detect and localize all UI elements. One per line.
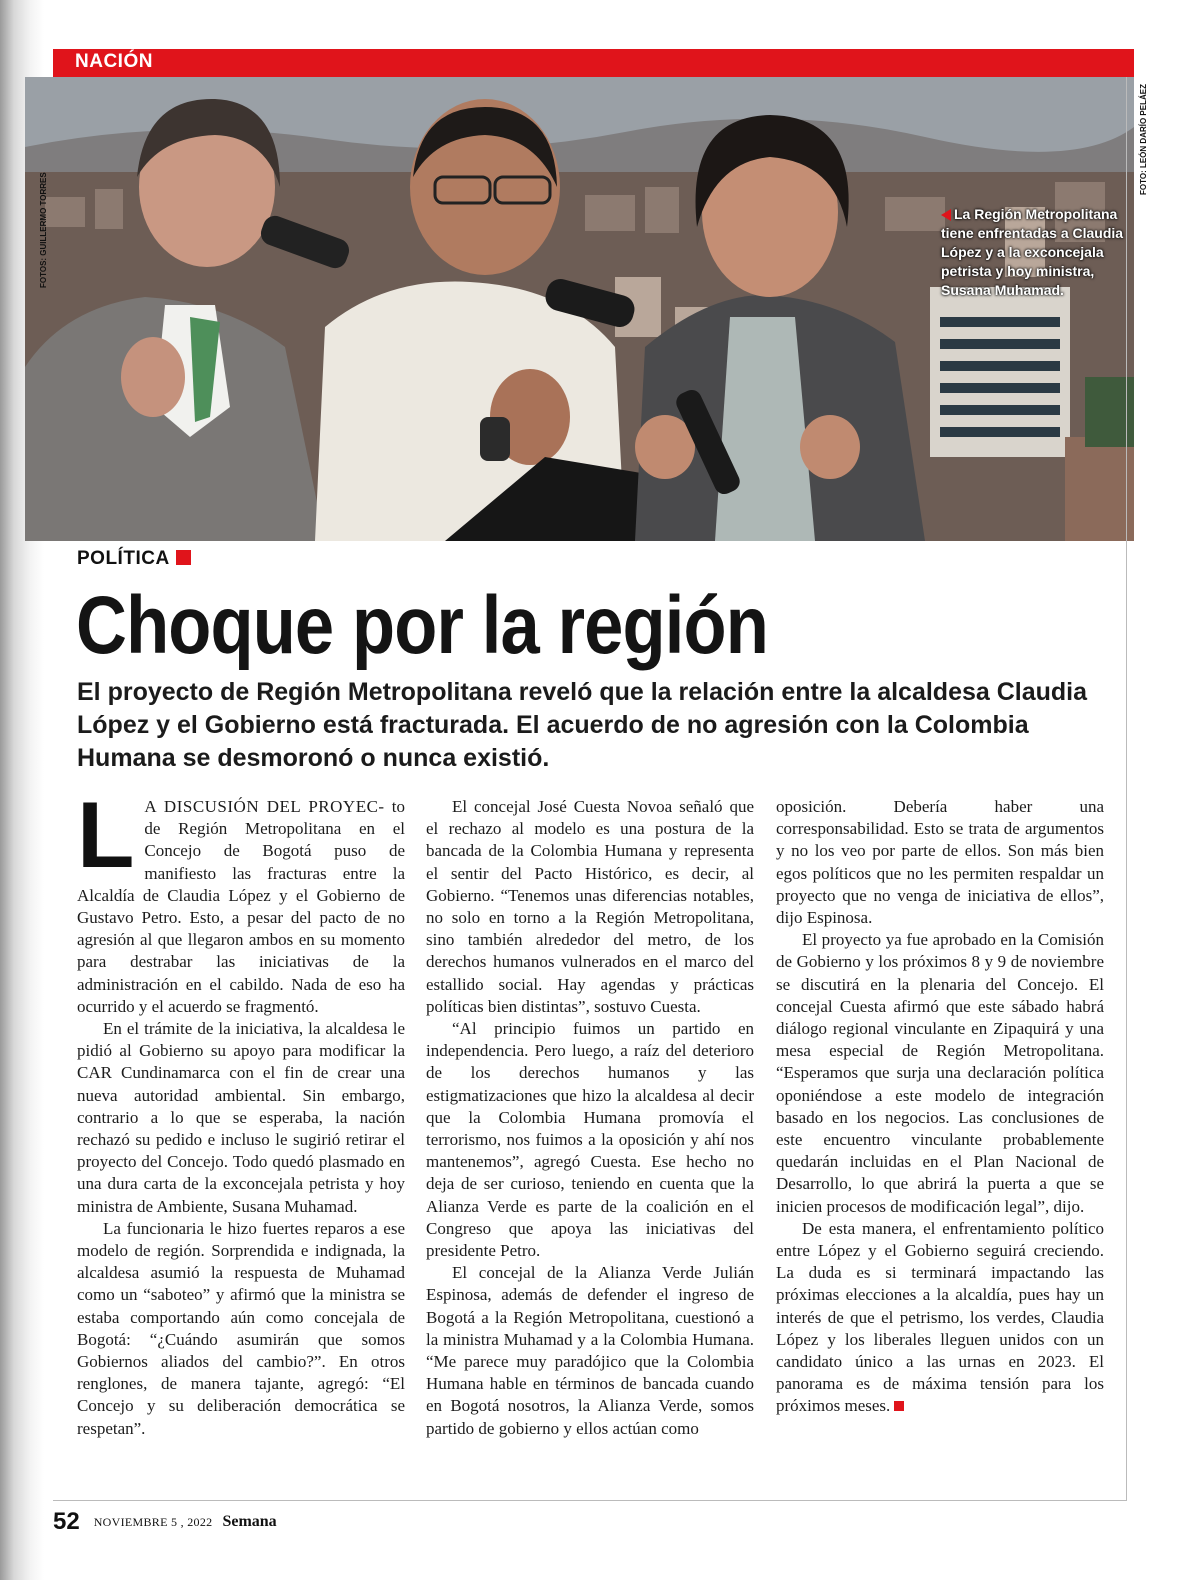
paragraph: El proyecto ya fue aprobado en la Comisión de Gobierno y los próximos 8 y 9 de noviembre se discutirá en la plenaria del Concejo. El concejal Cuesta afirmó que este sábado habrá diálogo regional vinculante en Zipaquirá y una mesa especial de Región Metropolitana. “Esperamos que surja una declaración política oponiéndose a este modelo de integración basado en los negocios. Las conclusiones de este encuentro vinculante probablemente quedarán incluidas en el Plan Nacional de Desarrollo, lo que abrirá la puerta a que se inicien procesos de modificación legal”, dijo. bbox=[776, 930, 1104, 1216]
paragraph: La funcionaria le hizo fuertes reparos a ese modelo de región. Sorprendida e indignada, la alcaldesa asumió la respuesta de Muhamad como un “saboteo” y afirmó que la ministra se estaba comportando aún como concejala de Bogotá: “¿Cuándo asumirán que somos Gobiernos aliados del cambio?”. En otros renglones, de manera tajante, agregó: “El Concejo y su deliberación democrática se respetan”. bbox=[77, 1218, 405, 1438]
kicker-label: POLÍTICA bbox=[77, 548, 170, 569]
section-label: NACIÓN bbox=[75, 51, 153, 72]
paragraph: oposición. Debería haber una corresponsabilidad. Esto se trata de argumentos y no los veo por parte de ellos. Son más bien egos políticos que no les permiten respaldar un proyecto que no venga de iniciativa de ellos”, dijo Espinosa. bbox=[776, 797, 1104, 928]
last-paragraph-text: De esta manera, el enfrentamiento político entre López y el Gobierno seguirá creciendo. La duda es si terminará impactando las próximas elecciones a la alcaldía, pues hay un interés de que el petrismo, los verdes, Claudia López y los liberales lleguen unidos con un candidato único a las urnas en 2023. El panorama es de máxima tensión para los próximos meses. bbox=[776, 1218, 1104, 1416]
photo-caption bbox=[941, 205, 1134, 300]
issue-date: NOVIEMBRE 5 , 2022 bbox=[93, 1514, 213, 1529]
kicker bbox=[77, 548, 191, 570]
end-mark-icon bbox=[894, 1401, 904, 1411]
deck: El proyecto de Región Metropolitana reveló que la relación entre la alcaldesa Claudia López y el Gobierno está fracturada. El acuerdo de no agresión con la Colombia Humana se desmoronó o nunca existió. bbox=[77, 678, 1088, 772]
photo-caption-text: La Región Metropolitana tiene enfrentadas a Claudia López y a la exconcejala petrista y hoy ministra, Susana Muhamad. bbox=[941, 206, 1124, 298]
paragraph: El concejal José Cuesta Novoa señaló que el rechazo al modelo es una postura de la bancada de la Colombia Humana y representa el sentir del Pacto Histórico, es decir, al Gobierno. “Tenemos unas diferencias notables, no solo en torno a la Región Metropolitana, sino también alrededor del metro, de los derechos humanos vulnerados en el marco del estallido social. Hay agendas y prácticas políticas bien distintas”, sostuvo Cuesta. bbox=[426, 797, 754, 1016]
page-footer bbox=[53, 1508, 277, 1536]
caption-arrow-icon bbox=[941, 209, 951, 221]
body-column-3 bbox=[776, 796, 1104, 1418]
paragraph: “Al principio fuimos un partido en independencia. Pero luego, a raíz del deterioro de los derechos humanos y las estigmatizaciones que hizo la alcaldesa al decir que la Colombia Humana promovía el terrorismo, nos fuimos a la oposición y ahí nos mantenemos”, agregó Cuesta. Ese hecho no deja de ser curioso, teniendo en cuenta que la Alianza Verde es parte de la coalición en el Congreso que apoya las iniciativas del presidente Petro. bbox=[426, 1019, 754, 1261]
frame-right-rule bbox=[1126, 77, 1127, 1501]
paragraph: El concejal de la Alianza Verde Julián Espinosa, además de defender el ingreso de Bogotá a la Región Metropolitana, cuestionó a la ministra Muhamad y a la Colombia Humana. “Me parece muy paradójico que la Colombia Humana hable en términos de bancada cuando en Bogotá nosotros, la Alianza Verde, somos partido de gobierno y ellos actúan como bbox=[426, 1263, 754, 1438]
kicker-square-icon bbox=[176, 550, 191, 565]
paragraph-last bbox=[776, 1218, 1104, 1418]
magazine-name: Semana bbox=[222, 1513, 277, 1530]
photo-illustration bbox=[25, 77, 1134, 541]
frame-bottom-rule bbox=[53, 1500, 1126, 1501]
lead-photo bbox=[25, 77, 1134, 541]
lead-caps: A DISCUSIÓN DEL PROYEC- bbox=[144, 797, 385, 816]
section-bar bbox=[53, 49, 1134, 77]
photo-credit-right: FOTO: LEÓN DARÍO PELÁEZ bbox=[1139, 84, 1148, 195]
paragraph: En el trámite de la iniciativa, la alcaldesa le pidió al Gobierno su apoyo para modificar la CAR Cundinamarca con el fin de crear una nueva autoridad ambiental. Sin embargo, contrario a lo que se esperaba, la nación rechazó su pedido e incluso le sugirió retirar el proyecto del Concejo. Todo quedó plasmado en una dura carta de la exconcejala petrista y hoy ministra de Ambiente, Susana Muhamad. bbox=[77, 1019, 405, 1216]
lead-text: to de Región Metropolitana en el Concejo de Bogotá puso de manifiesto las fracturas entre la Alcaldía de Claudia López y el Gobierno de Gustavo Petro. Esto, a pesar del pacto de no agresión al que llegaron ambos en su momento para destrabar las iniciativas de la administración en el cabildo. Nada de eso ha ocurrido y el acuerdo se fragmentó. bbox=[77, 797, 405, 1016]
paragraph-lead bbox=[77, 782, 405, 1018]
body-column-2 bbox=[426, 796, 754, 1440]
body-column-1 bbox=[77, 782, 405, 1440]
headline: Choque por la región bbox=[76, 580, 768, 671]
page-number: 52 bbox=[53, 1508, 80, 1535]
dropcap: L bbox=[77, 782, 135, 887]
photo-credit-left: FOTOS: GUILLERMO TORRES bbox=[39, 172, 48, 288]
